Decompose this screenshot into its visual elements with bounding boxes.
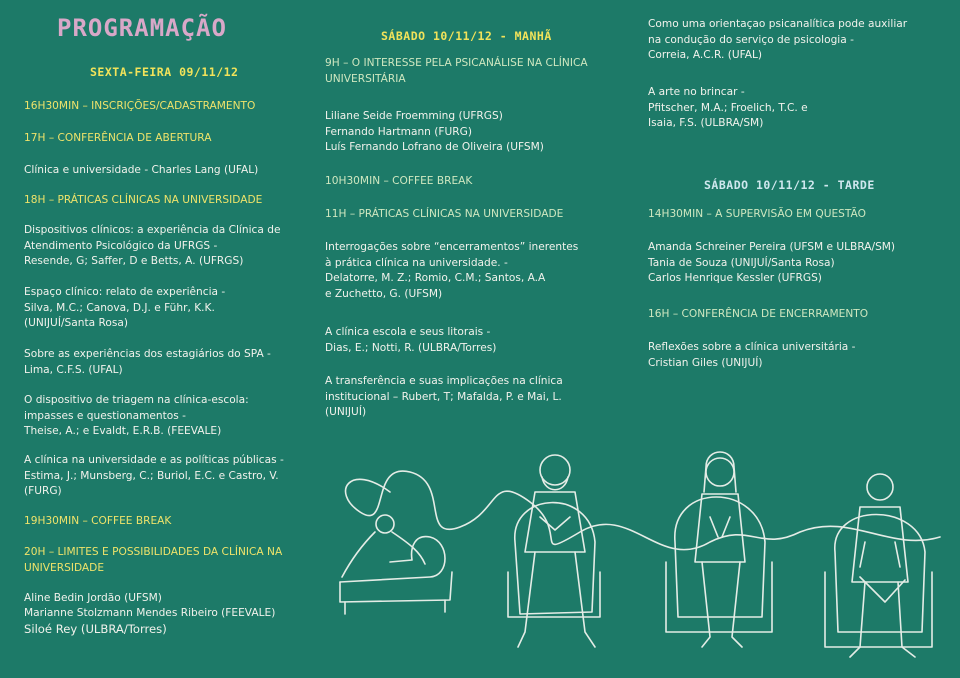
speaker: Marianne Stolzmann Mendes Ribeiro (FEEVALE) bbox=[24, 607, 276, 619]
talk-item: O dispositivo de triagem na clínica-escola: impasses e questionamentos - Theise, A.; e Evaldt, E.R.B. (FEEVALE) bbox=[24, 394, 249, 437]
closing-conference-talk: Reflexões sobre a clínica universitária - Cristian Giles (UNIJUÍ) bbox=[648, 341, 856, 369]
talk-item: A clínica escola e seus litorais - Dias, E.; Notti, R. (ULBRA/Torres) bbox=[325, 326, 497, 354]
session-psychoanalysis: 9H – O INTERESSE PELA PSICANÁLISE NA CLÍNICA UNIVERSITÁRIA bbox=[325, 57, 588, 85]
talk-item: A transferência e suas implicações na clínica institucional – Rubert, T; Mafalda, P. e Mai, L. (UNIJUÍ) bbox=[325, 375, 563, 418]
talk-item: Sobre as experiências dos estagiários do SPA - Lima, C.F.S. (UFAL) bbox=[24, 348, 271, 376]
session-opening-conference: 17H – CONFERÊNCIA DE ABERTURA bbox=[24, 132, 212, 144]
session-clinical-practices: 11H – PRÁTICAS CLÍNICAS NA UNIVERSIDADE bbox=[325, 208, 564, 220]
speaker: Aline Bedin Jordão (UFSM) bbox=[24, 592, 162, 604]
friday-heading: SEXTA-FEIRA 09/11/12 bbox=[90, 65, 239, 79]
talk-item: Dispositivos clínicos: a experiência da Clínica de Atendimento Psicológico da UFRGS - Resende, G; Saffer, D e Betts, A. (UFRGS) bbox=[24, 224, 281, 267]
session-limits: 20H – LIMITES E POSSIBILIDADES DA CLÍNICA NA UNIVERSIDADE bbox=[24, 546, 283, 574]
saturday-afternoon-heading: SÁBADO 10/11/12 - TARDE bbox=[704, 178, 875, 192]
therapy-scene-icon bbox=[330, 432, 950, 678]
opening-conference-talk: Clínica e universidade - Charles Lang (UFAL) bbox=[24, 164, 259, 176]
talk-item: Interrogações sobre “encerramentos” inerentes à prática clínica na universidade. - Delatorre, M. Z.; Romio, C.M.; Santos, A.A e Zuchetto, G. (UFSM) bbox=[325, 241, 579, 300]
session-coffee-break: 19H30MIN – COFFEE BREAK bbox=[24, 515, 172, 527]
session-closing-conference: 16H – CONFERÊNCIA DE ENCERRAMENTO bbox=[648, 308, 869, 320]
speaker: Siloé Rey (ULBRA/Torres) bbox=[24, 622, 167, 636]
speakers-list: Liliane Seide Froemming (UFRGS) Fernando Hartmann (FURG) Luís Fernando Lofrano de Oliveira (UFSM) bbox=[325, 110, 544, 153]
talk-item: A arte no brincar - Pfitscher, M.A.; Froelich, T.C. e Isaia, F.S. (ULBRA/SM) bbox=[648, 86, 808, 129]
session-clinical-practices: 18H – PRÁTICAS CLÍNICAS NA UNIVERSIDADE bbox=[24, 194, 263, 206]
page-title: PROGRAMAÇÃO bbox=[57, 14, 227, 42]
saturday-morning-heading: SÁBADO 10/11/12 - MANHÃ bbox=[381, 29, 552, 43]
session-coffee-break: 10H30MIN – COFFEE BREAK bbox=[325, 175, 473, 187]
session-registration: 16H30MIN – INSCRIÇÕES/CADASTRAMENTO bbox=[24, 100, 256, 112]
talk-item: Como uma orientaçao psicanalítica pode auxiliar na condução do serviço de psicologia - Correia, A.C.R. (UFAL) bbox=[648, 18, 908, 61]
talk-item: A clínica na universidade e as políticas públicas - Estima, J.; Munsberg, C.; Buriol, E.C. e Castro, V. (FURG) bbox=[24, 454, 284, 497]
talk-item: Espaço clínico: relato de experiência - Silva, M.C.; Canova, D.J. e Führ, K.K. (UNIJUÍ/Santa Rosa) bbox=[24, 286, 226, 329]
session-supervision: 14H30MIN – A SUPERVISÃO EM QUESTÃO bbox=[648, 208, 866, 220]
speakers-list: Amanda Schreiner Pereira (UFSM e ULBRA/SM) Tania de Souza (UNIJUÍ/Santa Rosa) Carlos Henrique Kessler (UFRGS) bbox=[648, 241, 896, 284]
